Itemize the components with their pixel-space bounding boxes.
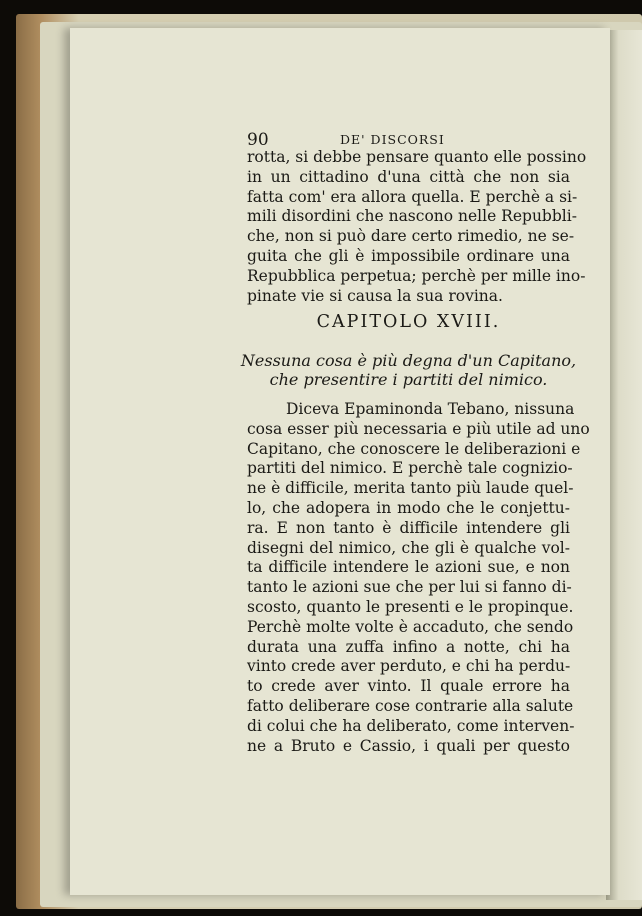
text-line: durata una zuffa infino a notte, chi ha (247, 637, 570, 656)
text-line: partiti del nimico. E perchè tale cognizio- (247, 459, 573, 478)
text-line: cosa esser più necessaria e più utile ad uno (247, 419, 590, 438)
text-line: fatta com' era allora quella. E perchè a si- (247, 187, 578, 206)
running-title: DE' DISCORSI (340, 132, 445, 147)
text-line: ra. E non tanto è difficile intendere gli (247, 518, 570, 537)
text-line: to crede aver vinto. Il quale errore ha (247, 677, 570, 696)
running-head (247, 130, 547, 150)
text-line: pinate vie si causa la sua rovina. (247, 286, 503, 305)
text-line: fatto deliberare cose contrarie alla salute (247, 697, 574, 715)
text-line: lo, che adopera in modo che le conjettu- (247, 499, 570, 517)
text-line: vinto crede aver perduto, e chi ha perdu- (247, 657, 571, 676)
page-number: 90 (247, 130, 269, 150)
text-line: Capitano, che conoscere le deliberazioni e (247, 439, 581, 458)
text-line: ne è difficile, merita tanto più laude quel- (247, 479, 574, 498)
text-line: Repubblica perpetua; perchè per mille ino- (247, 266, 586, 285)
text-line: guita che gli è impossibile ordinare una (247, 247, 570, 265)
text-line: in un cittadino d'una città che non sia (247, 167, 570, 186)
text-line: mili disordini che nascono nelle Repubbli- (247, 207, 577, 226)
text-line: Diceva Epaminonda Tebano, nissuna (286, 400, 575, 418)
text-line: che, non si può dare certo rimedio, ne se- (247, 227, 575, 246)
facing-page-edge (606, 30, 642, 900)
text-line: rotta, si debbe pensare quanto elle possino (247, 148, 587, 166)
chapter-heading: CAPITOLO XVIII. (316, 312, 501, 332)
chapter-subtitle-line: che presentire i partiti del nimico. (269, 370, 548, 389)
text-line: di colui che ha deliberato, come interven- (247, 716, 575, 735)
text-line: ne a Bruto e Cassio, i quali per questo (247, 736, 570, 755)
text-line: disegni del nimico, che gli è qualche vol- (247, 538, 570, 557)
chapter-subtitle-line: Nessuna cosa è più degna d'un Capitano, (240, 351, 577, 370)
text-line: tanto le azioni sue che per lui si fanno di- (247, 578, 572, 597)
text-line: scosto, quanto le presenti e le propinque. (247, 598, 574, 616)
text-line: Perchè molte volte è accaduto, che sendo (247, 617, 574, 636)
text-line: ta difficile intendere le azioni sue, e non (247, 558, 570, 577)
